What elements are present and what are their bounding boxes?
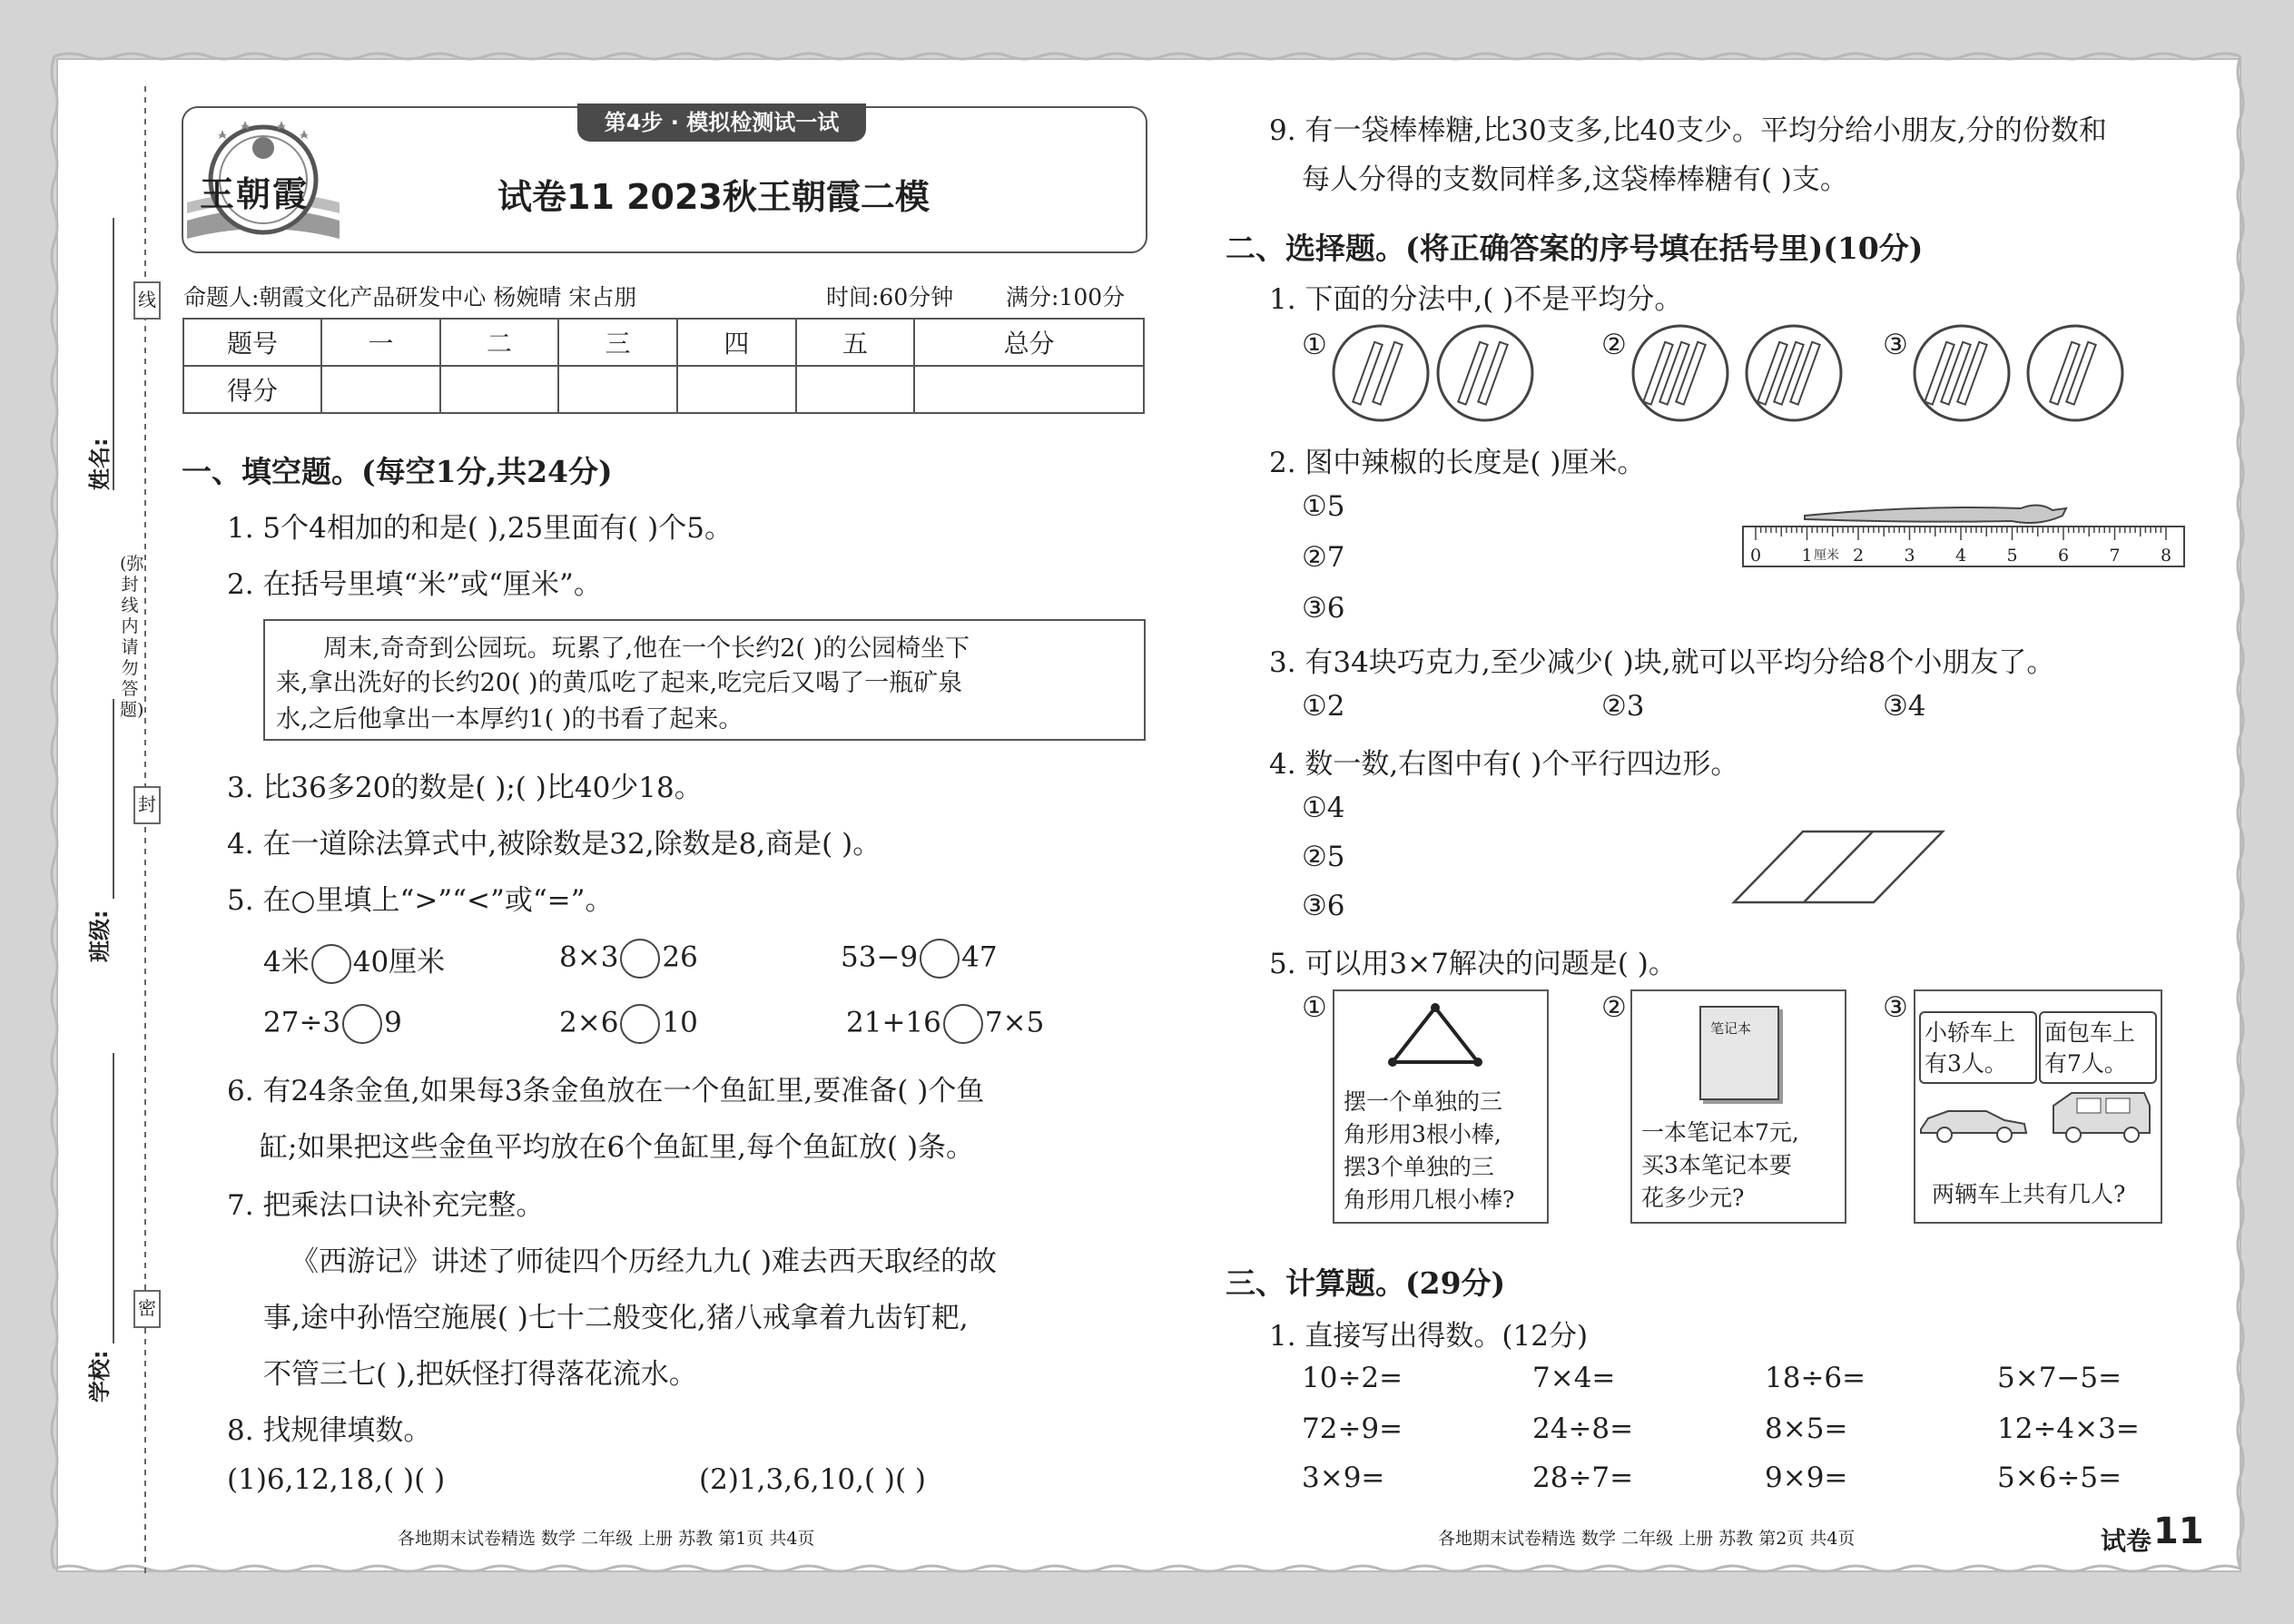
ruler-tick-label: 5: [2006, 546, 2018, 566]
score-cell[interactable]: [440, 366, 559, 413]
q8-seq-2: (2)1,3,6,10,( )( ): [699, 1463, 927, 1496]
choice-4: 4. 数一数,右图中有( )个平行四边形。: [1269, 748, 1739, 781]
card-1-line: 摆3个单独的三: [1344, 1154, 1494, 1180]
q2: 2. 在括号里填“米”或“厘米”。: [227, 568, 602, 601]
q1: 1. 5个4相加的和是( ),25里面有( )个5。: [227, 512, 733, 545]
bubble-1-line: 有3人。: [1925, 1050, 2007, 1077]
q7: 7. 把乘法口诀补充完整。: [227, 1189, 545, 1222]
binding-note: (弥封线内请勿答题): [120, 554, 144, 720]
right-footer: 各地期末试卷精选 数学 二年级 上册 苏教 第2页 共4页: [1438, 1529, 1856, 1549]
card-2-line: 买3本笔记本要: [1641, 1152, 1792, 1178]
pencil-groups-a: [1331, 323, 1540, 423]
author-line: 命题人:朝霞文化产品研发中心 杨婉晴 宋占朋: [183, 284, 637, 310]
compare-circle[interactable]: [311, 944, 351, 984]
class-line[interactable]: [113, 699, 114, 899]
calc-item[interactable]: 10÷2=: [1302, 1362, 1403, 1394]
choice-3: 3. 有34块巧克力,至少减少( )块,就可以平均分给8个小朋友了。: [1269, 646, 2055, 679]
choice-4-option: ②5: [1302, 841, 1345, 873]
choice-1-option: ②: [1601, 329, 1627, 361]
choice-4-option: ①4: [1302, 792, 1345, 824]
q4: 4. 在一道除法算式中,被除数是32,除数是8,商是( )。: [227, 828, 881, 861]
bubble-2-line: 面包车上: [2044, 1019, 2136, 1046]
paper-number-label: 试卷: [2101, 1526, 2152, 1556]
score-header-cell: 总分: [914, 319, 1144, 366]
compare-circle[interactable]: [620, 939, 660, 979]
calc-item[interactable]: 18÷6=: [1765, 1362, 1866, 1394]
score-header-cell: 五: [796, 319, 915, 366]
xian-mark: 线: [133, 281, 161, 320]
score-header-cell: 一: [321, 319, 440, 366]
name-label: 姓名:: [87, 438, 113, 490]
ruler-tick-label: 3: [1904, 546, 1915, 566]
ruler-tick-label: 2: [1853, 546, 1865, 566]
calc-item[interactable]: 7×4=: [1532, 1362, 1616, 1394]
q9: 9. 有一袋棒棒糖,比30支多,比40支少。平均分给小朋友,分的份数和: [1269, 114, 2107, 147]
score-cell[interactable]: [796, 366, 915, 413]
compare-left: 4米: [263, 946, 310, 979]
bubble-2-line: 有7人。: [2044, 1050, 2127, 1077]
step-label: 第4步 · 模拟检测试一试: [577, 103, 866, 142]
paper-title: 试卷11 2023秋王朝霞二模: [497, 177, 930, 217]
choice-1-option: ①: [1302, 329, 1327, 361]
q6-cont: 缸;如果把这些金鱼平均放在6个鱼缸里,每个鱼缸放( )条。: [260, 1131, 975, 1164]
compare-item: [559, 1004, 698, 1044]
q8-seq-1: (1)6,12,18,( )( ): [227, 1463, 446, 1496]
compare-right: 7×5: [984, 1006, 1045, 1039]
logo-text: 王朝霞: [200, 173, 310, 214]
calc-item[interactable]: 3×9=: [1302, 1462, 1385, 1494]
score-cell[interactable]: [677, 366, 796, 413]
score-header-cell: 二: [440, 319, 559, 366]
choice-3-option: ③4: [1883, 690, 1926, 723]
choice-3-option: ①2: [1302, 690, 1345, 723]
q7-line: 不管三七( ),把妖怪打得落花流水。: [263, 1358, 697, 1391]
score-header-cell: 四: [677, 319, 796, 366]
score-table-header-row: [183, 319, 1144, 366]
calc-item[interactable]: 12÷4×3=: [1997, 1412, 2140, 1445]
q8: 8. 找规律填数。: [227, 1414, 432, 1447]
q2-story-line: 来,拿出洗好的长约20( )的黄瓜吃了起来,吃完后又喝了一瓶矿泉: [276, 669, 963, 697]
calc-item[interactable]: 5×6÷5=: [1997, 1462, 2122, 1494]
score-cell[interactable]: [558, 366, 677, 413]
compare-right: 26: [662, 940, 698, 974]
q5: 5. 在○里填上“>”“<”或“=”。: [227, 884, 614, 917]
q2-story-line: 水,之后他拿出一本厚约1( )的书看了起来。: [276, 705, 743, 733]
score-table: [182, 318, 1145, 414]
ruler-tick-label: 4: [1955, 546, 1967, 566]
pepper-on-ruler: [1739, 496, 2193, 577]
compare-item: [263, 939, 445, 984]
ruler-tick-label: 6: [2058, 546, 2070, 566]
calc-item[interactable]: 5×7−5=: [1997, 1362, 2122, 1394]
notebook-label: 笔记本: [1710, 1020, 1752, 1037]
calc-item[interactable]: 9×9=: [1765, 1462, 1848, 1494]
card-2-line: 一本笔记本7元,: [1641, 1119, 1799, 1146]
score-table-score-row: [183, 366, 1144, 413]
section-3-title: 三、计算题。(29分): [1226, 1265, 1506, 1301]
q7-line: 《西游记》讲述了师徒四个历经九九( )难去西天取经的故: [290, 1245, 998, 1278]
score-row-label: 得分: [183, 366, 321, 413]
q2-story-line: 周末,奇奇到公园玩。玩累了,他在一个长约2( )的公园椅坐下: [323, 635, 970, 663]
score-cell[interactable]: [321, 366, 440, 413]
choice-5-option: ②: [1601, 991, 1627, 1024]
triangle-sticks-icon: [1385, 1002, 1485, 1069]
school-line[interactable]: [113, 1053, 114, 1343]
ruler-tick-label: 1: [1801, 546, 1813, 566]
calc-item[interactable]: 8×5=: [1765, 1412, 1848, 1445]
ruler-tick-label: 7: [2109, 546, 2121, 566]
compare-right: 47: [961, 940, 998, 974]
compare-circle[interactable]: [620, 1004, 660, 1044]
compare-item: [846, 1004, 1044, 1044]
section-1-title: 一、填空题。(每空1分,共24分): [182, 454, 613, 489]
compare-left: 2×6: [559, 1006, 619, 1039]
score-header-cell: 题号: [183, 319, 321, 366]
score-header-cell: 三: [558, 319, 677, 366]
q3: 3. 比36多20的数是( );( )比40少18。: [227, 772, 703, 804]
choice-3-option: ②3: [1601, 690, 1645, 723]
calc-title: 1. 直接写出得数。(12分): [1269, 1320, 1589, 1353]
q7-line: 事,途中孙悟空施展( )七十二般变化,猪八戒拿着九齿钉耙,: [263, 1302, 969, 1334]
time-label: 时间:60分钟: [826, 284, 954, 310]
compare-circle[interactable]: [342, 1004, 382, 1044]
car-and-van-icon: [1917, 1088, 2157, 1146]
mi-mark: 密: [133, 1290, 161, 1328]
compare-circle[interactable]: [943, 1004, 983, 1044]
section-2-title: 二、选择题。(将正确答案的序号填在括号里)(10分): [1226, 231, 1924, 266]
card-1-line: 角形用几根小棒?: [1344, 1186, 1515, 1213]
compare-right: 10: [662, 1006, 698, 1039]
choice-2-option: ①5: [1302, 490, 1345, 523]
card-3-question: 两辆车上共有几人?: [1932, 1181, 2126, 1207]
ruler-tick-label: 0: [1750, 546, 1762, 566]
choice-4-option: ③6: [1302, 890, 1345, 922]
card-1-line: 摆一个单独的三: [1344, 1088, 1503, 1115]
ruler-tick-label: 8: [2161, 546, 2172, 566]
pencil-groups-c: [1912, 323, 2130, 423]
left-footer: 各地期末试卷精选 数学 二年级 上册 苏教 第1页 共4页: [398, 1529, 815, 1549]
compare-item: [559, 939, 698, 979]
bubble-1-line: 小轿车上: [1925, 1019, 2016, 1046]
compare-left: 8×3: [559, 940, 619, 974]
name-line[interactable]: [113, 218, 114, 490]
q6: 6. 有24条金鱼,如果每3条金鱼放在一个鱼缸里,要准备( )个鱼: [227, 1075, 985, 1107]
score-cell[interactable]: [914, 366, 1144, 413]
compare-left: 27÷3: [263, 1006, 341, 1039]
compare-left: 21+16: [846, 1006, 941, 1039]
choice-5-option: ①: [1302, 991, 1327, 1024]
choice-1-option: ③: [1883, 329, 1908, 361]
compare-right: 40厘米: [352, 946, 446, 979]
compare-item: [263, 1004, 402, 1044]
parallelogram-figure: [1730, 826, 1948, 908]
card-1-line: 角形用3根小棒,: [1344, 1121, 1501, 1147]
calc-item[interactable]: 24÷8=: [1532, 1412, 1634, 1445]
choice-5-option: ③: [1883, 991, 1908, 1024]
school-label: 学校:: [87, 1350, 113, 1403]
ruler-unit: 厘米: [1814, 548, 1839, 563]
choice-1: 1. 下面的分法中,( )不是平均分。: [1269, 283, 1683, 316]
full-score-label: 满分:100分: [1006, 284, 1126, 310]
paper-number: 11: [2153, 1511, 2204, 1552]
pencil-groups-b: [1630, 323, 1848, 423]
choice-2-option: ③6: [1302, 592, 1345, 625]
compare-item: [841, 939, 998, 979]
card-2-line: 花多少元?: [1641, 1185, 1745, 1211]
choice-2-option: ②7: [1302, 541, 1345, 574]
calc-item[interactable]: 72÷9=: [1302, 1412, 1403, 1445]
calc-item[interactable]: 28÷7=: [1532, 1462, 1634, 1494]
choice-5: 5. 可以用3×7解决的问题是( )。: [1269, 948, 1677, 980]
choice-2: 2. 图中辣椒的长度是( )厘米。: [1269, 447, 1646, 479]
compare-left: 53−9: [841, 940, 919, 974]
feng-mark: 封: [133, 786, 161, 824]
compare-circle[interactable]: [920, 939, 960, 979]
class-label: 班级:: [87, 910, 113, 962]
compare-right: 9: [384, 1006, 402, 1039]
q9-cont: 每人分得的支数同样多,这袋棒棒糖有( )支。: [1302, 163, 1848, 196]
